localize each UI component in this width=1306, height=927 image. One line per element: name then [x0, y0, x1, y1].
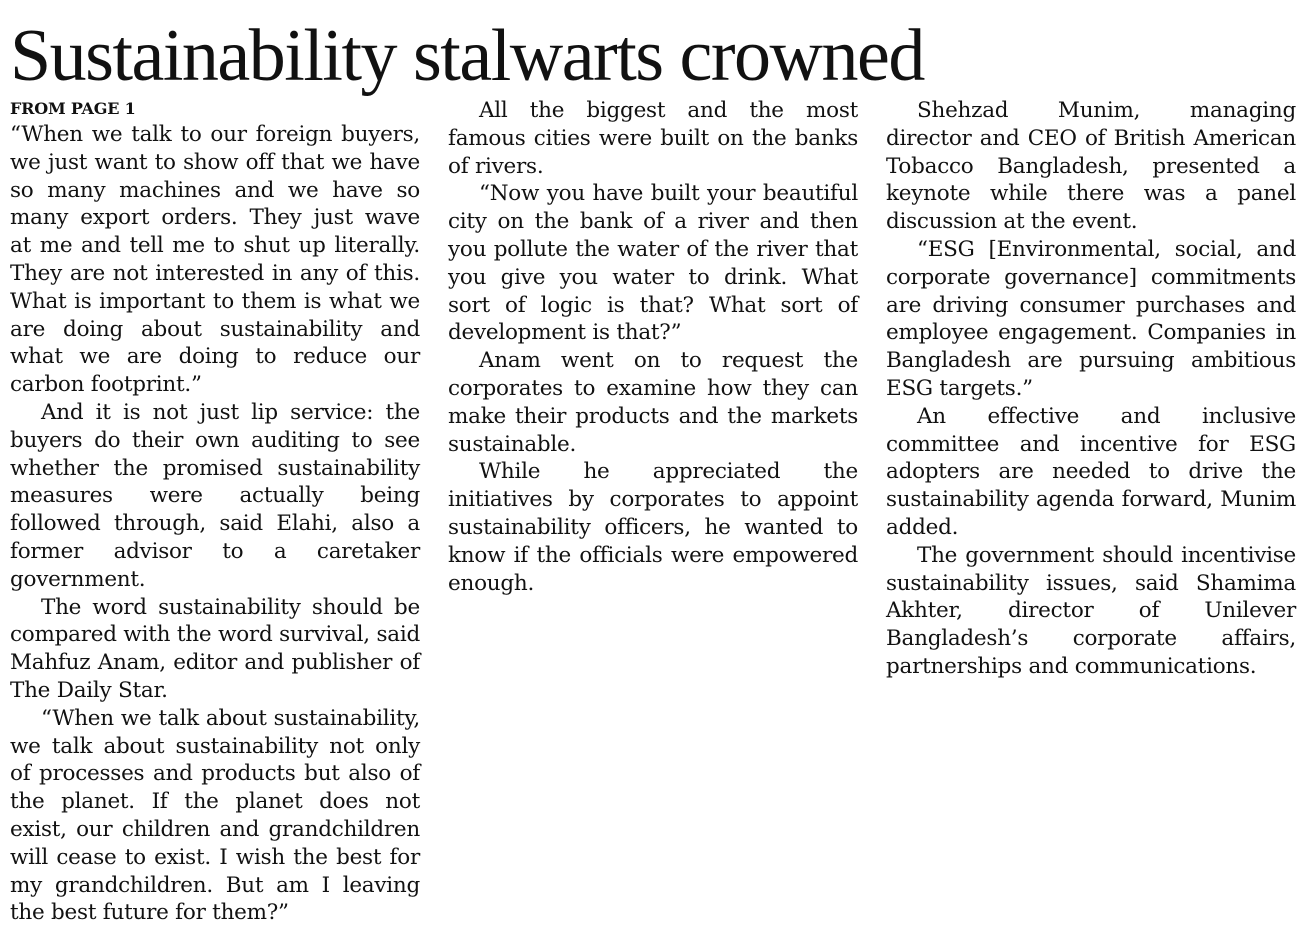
article-paragraph: Shehzad Munim, managing director and CEO of British American Tobacco Bangladesh, presented a keynote while there was a panel discussion at the event. — [886, 98, 1296, 235]
article-paragraph: “When we talk about sustainability, we talk about sustainability not only of processes and products but also of the planet. If the planet does not exist, our children and grandchildren will cease to exist. I wish the best for my grandchildren. But am I leaving the best future for them?” — [10, 705, 420, 926]
article-paragraph: Anam went on to request the corporates to examine how they can make their products and the markets sustainable. — [448, 348, 858, 457]
article-paragraph: “ESG [Environmental, social, and corporate governance] commitments are driving consumer purchases and employee engagement. Companies in Bangladesh are pursuing ambitious ESG targets.” — [886, 236, 1296, 401]
article-paragraph: An effective and inclusive committee and incentive for ESG adopters are needed to drive the sustainability agenda forward, Munim added. — [886, 403, 1296, 540]
continuation-kicker: FROM PAGE 1 — [10, 99, 136, 118]
article-column-2 — [448, 97, 858, 750]
article-column-3 — [886, 97, 1296, 750]
article-paragraph: All the biggest and the most famous cities were built on the banks of rivers. — [448, 98, 858, 179]
article-paragraph: “When we talk to our foreign buyers, we just want to show off that we have so many machines and we have so many export orders. They just wave at me and tell me to shut up literally. They are not interested in any of this. What is important to them is what we are doing about sustainability and what we are doing to reduce our carbon footprint.” — [10, 122, 420, 398]
article-paragraph: While he appreciated the initiatives by corporates to appoint sustainability officers, he wanted to know if the officials were empowered enough. — [448, 459, 858, 596]
article-paragraph: And it is not just lip service: the buyers do their own auditing to see whether the promised sustainability measures were actually being followed through, said Elahi, also a former advisor to a caretaker government. — [10, 399, 420, 592]
article-paragraph: The government should incentivise sustainability issues, said Shamima Akhter, director of Unilever Bangladesh’s corporate affairs, partnerships and communications. — [886, 542, 1296, 679]
article-paragraph: The word sustainability should be compared with the word survival, said Mahfuz Anam, editor and publisher of The Daily Star. — [10, 594, 420, 703]
article-paragraph: “Now you have built your beautiful city on the bank of a river and then you pollute the water of the river that you give you water to drink. What sort of logic is that? What sort of development is that?” — [448, 181, 858, 346]
article-column-1 — [10, 97, 420, 926]
article-headline: Sustainability stalwarts crowned — [10, 15, 924, 97]
